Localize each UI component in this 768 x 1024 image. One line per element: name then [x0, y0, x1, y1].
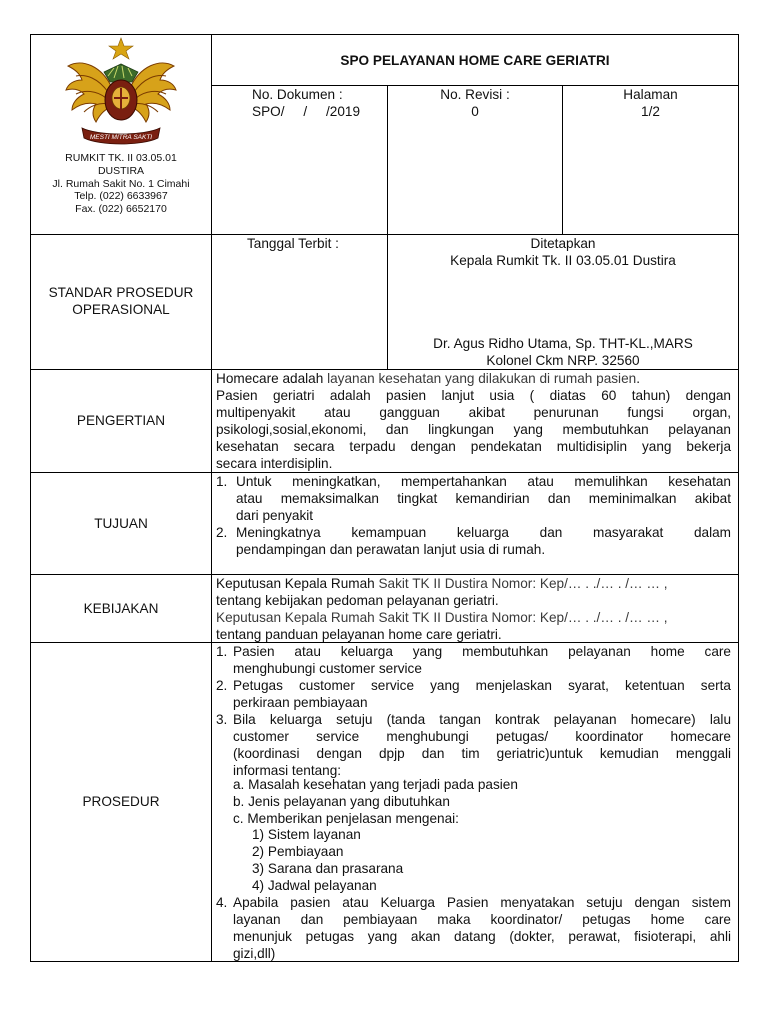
prosedur-2-line-2: perkiraan pembiayaan	[233, 695, 368, 710]
no-revisi-value: 0	[471, 104, 479, 119]
tujuan-item-1	[216, 473, 731, 524]
prosedur-item-3	[216, 711, 731, 779]
pengertian-line-4: kesehatan secara terpadu dengan pendekatan multidisiplin yang bekerja	[216, 439, 731, 454]
tujuan-2-line-2: pendampingan dan perawatan lanjut usia di rumah.	[236, 542, 546, 557]
pengertian-line-3: psikologi,sosial,ekonomi, dan lingkungan yang membutuhkan pelayanan	[216, 422, 731, 437]
prosedur-3-line-1: Bila keluarga setuju (tanda tangan kontrak pelayanan homecare) lalu	[233, 712, 731, 727]
pengertian-line-5: secara interdisiplin.	[216, 456, 333, 471]
halaman-label: Halaman	[623, 87, 678, 102]
prosedur-3-line-3: (koordinasi dengan dpjp dan tim geriatric)untuk kemudian menggali	[233, 746, 731, 761]
column-divider-revisi	[387, 85, 388, 370]
tujuan-1-line-3: dari penyakit	[236, 508, 314, 523]
spo-label	[31, 284, 211, 318]
org-info	[31, 152, 211, 216]
column-divider-main	[211, 34, 212, 962]
prosedur-sub-a-num: a.	[233, 777, 245, 792]
prosedur-num-2: 2.	[216, 678, 228, 693]
no-dokumen-value: SPO/ / /2019	[252, 104, 361, 119]
no-dokumen-label: No. Dokumen :	[252, 87, 343, 102]
prosedur-1-line-2: menghubungi customer service	[233, 661, 422, 676]
ditetapkan-label: Ditetapkan	[530, 236, 596, 251]
prosedur-num-1: 1.	[216, 644, 228, 659]
pengertian-homecare-a: Homecare adalah	[216, 371, 328, 386]
org-fax: Fax. (022) 6652170	[75, 203, 167, 216]
org-address: Jl. Rumah Sakit No. 1 Cimahi	[52, 177, 190, 190]
signer-name: Dr. Agus Ridho Utama, Sp. THT-KL.,MARS	[433, 336, 693, 351]
kebijakan-line-1: Keputusan Kepala Rumah Sakit TK II Dustira Nomor: Kep/… . ./… . /… … ,	[216, 576, 668, 591]
pengertian-geriatri	[216, 387, 731, 472]
ditetapkan-by: Kepala Rumkit Tk. II 03.05.01 Dustira	[450, 253, 676, 268]
prosedur-3-line-2: customer service menghubungi petugas/ koordinator homecare	[233, 729, 731, 744]
no-revisi-label: No. Revisi :	[440, 87, 510, 102]
pengertian-homecare-b: layanan kesehatan yang dilakukan di rumah pasien	[327, 371, 637, 386]
pengertian-line-1: Pasien geriatri adalah pasien lanjut usia ( diatas 60 tahun) dengan	[216, 388, 731, 403]
spo-label-line1: STANDAR PROSEDUR	[48, 285, 194, 300]
hospital-logo	[62, 36, 180, 148]
pengertian-line-2: multipenyakit atau gangguan akibat penurunan fungsi organ,	[216, 405, 731, 420]
logo-motto: MESTI MITRA SAKTI	[89, 134, 153, 141]
prosedur-4-line-2: layanan dan pembiayaan maka koordinator/ petugas home care	[233, 912, 731, 927]
tujuan-item-2	[216, 524, 731, 558]
prosedur-sub-b-num: b.	[233, 794, 245, 809]
prosedur-subsub-3: 3) Sarana dan prasarana	[252, 861, 404, 876]
pengertian-label: PENGERTIAN	[76, 413, 166, 428]
prosedur-subsub-4: 4) Jadwal pelayanan	[252, 878, 377, 893]
kebijakan-text	[216, 575, 668, 643]
prosedur-sub-c	[233, 810, 459, 827]
tujuan-label: TUJUAN	[94, 516, 148, 531]
prosedur-subsub-2: 2) Pembiayaan	[252, 844, 344, 859]
document-title: SPO PELAYANAN HOME CARE GERIATRI	[340, 53, 610, 68]
prosedur-num-4: 4.	[216, 895, 228, 910]
prosedur-3-line-4: informasi tentang:	[233, 763, 342, 778]
tanggal-terbit-label: Tanggal Terbit :	[247, 236, 339, 251]
prosedur-sub-c-text: Memberikan penjelasan mengenai:	[247, 811, 459, 826]
spo-label-line2: OPERASIONAL	[72, 302, 170, 317]
halaman-value: 1/2	[641, 104, 660, 119]
prosedur-sub-c-num: c.	[233, 811, 244, 826]
pengertian-homecare	[216, 370, 640, 387]
prosedur-1-line-1: Pasien atau keluarga yang membutuhkan pelayanan home care	[233, 644, 731, 659]
tujuan-2-line-1: Meningkatnya kemampuan keluarga dan masyarakat dalam	[236, 525, 731, 540]
org-name: RUMKIT TK. II 03.05.01	[65, 152, 177, 164]
kebijakan-line-4: tentang panduan pelayanan home care geriatri.	[216, 627, 502, 642]
prosedur-sub-a	[233, 776, 518, 793]
prosedur-item-2	[216, 677, 731, 711]
prosedur-4-line-1: Apabila pasien atau Keluarga Pasien menyatakan setuju dengan sistem	[233, 895, 731, 910]
prosedur-sub-a-text: Masalah kesehatan yang terjadi pada pasien	[248, 777, 518, 792]
prosedur-sub-b	[233, 793, 450, 810]
prosedur-sub-b-text: Jenis pelayanan yang dibutuhkan	[248, 794, 450, 809]
table-border-right	[738, 34, 739, 962]
org-unit: DUSTIRA	[97, 164, 145, 177]
prosedur-4-line-4: gizi,dll)	[233, 946, 276, 961]
kebijakan-label: KEBIJAKAN	[83, 601, 159, 616]
signer-rank: Kolonel Ckm NRP. 32560	[486, 353, 640, 368]
kebijakan-line-3: Keputusan Kepala Rumah Sakit TK II Dustira Nomor: Kep/… . ./… . /… … ,	[216, 610, 668, 625]
pengertian-homecare-c: .	[636, 371, 640, 386]
tujuan-1-line-2: atau memaksimalkan tingkat kemandirian dan meminimalkan akibat	[236, 491, 731, 506]
org-phone: Telp. (022) 6633967	[74, 190, 168, 203]
tujuan-num-1: 1.	[216, 474, 228, 489]
kebijakan-line-2: tentang kebijakan pedoman pelayanan geriatri.	[216, 593, 499, 608]
prosedur-2-line-1: Petugas customer service yang menjelaskan syarat, ketentuan serta	[233, 678, 731, 693]
prosedur-subsub-1: 1) Sistem layanan	[252, 827, 361, 842]
prosedur-num-3: 3.	[216, 712, 228, 727]
tujuan-1-line-1: Untuk meningkatkan, mempertahankan atau memulihkan kesehatan	[236, 474, 731, 489]
table-border-top	[30, 34, 739, 35]
tujuan-num-2: 2.	[216, 525, 228, 540]
prosedur-item-1	[216, 643, 731, 677]
prosedur-label: PROSEDUR	[82, 794, 160, 809]
prosedur-4-line-3: menunjuk petugas yang akan datang (dokter, perawat, fisioterapi, ahli	[233, 929, 731, 944]
prosedur-item-4	[216, 894, 731, 962]
